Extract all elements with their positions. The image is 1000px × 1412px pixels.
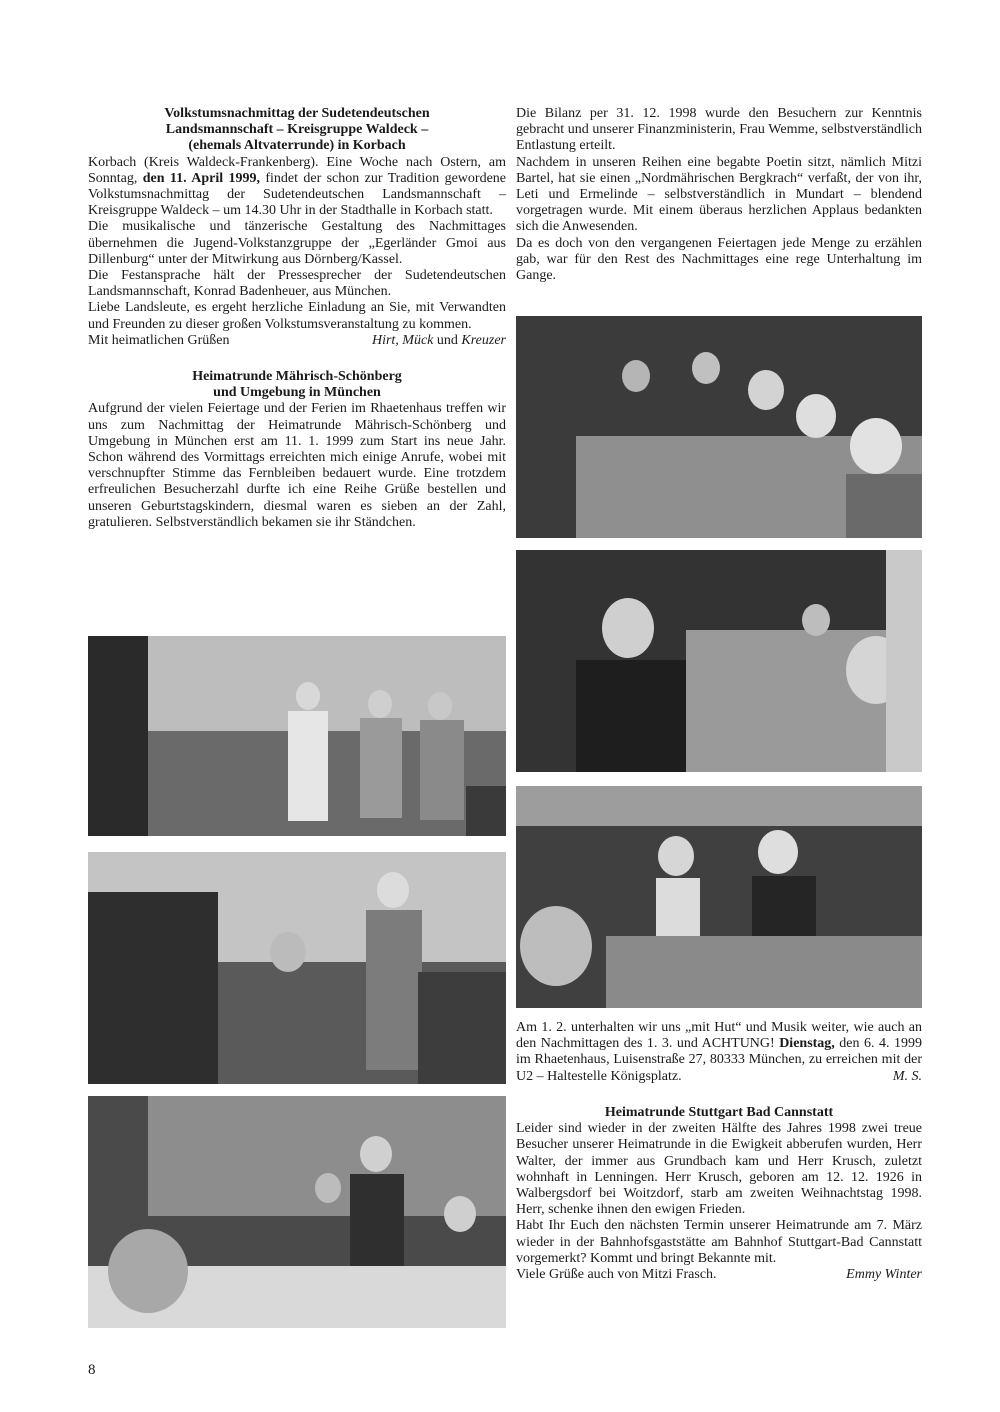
photo-woman-speaking — [88, 852, 506, 1084]
stuttgart-paragraph-2: Habt Ihr Euch den nächsten Termin unserer Heimatrunde am 7. März wieder in der Bahnhofsgaststätte am Bahnhof Stuttgart-Bad Cannstatt vorgemerkt? Kommt und bringt Bekannte mit. — [516, 1218, 922, 1266]
muenchen-paragraph-1: Aufgrund der vielen Feiertage und der Ferien im Rhaetenhaus treffen wir uns zum Nachmittag der Heimatrunde Mährisch-Schönberg und Umgebung in München erst am 11. 1. 1999 zum Start ins neue Jahr. Schon während des Vormittags erreichten mich einige Anrufe, wobei mit verschnupfter Stimme das Fernbleiben bedauert wurde. Eine trotzdem erfreulichen Besucherzahl durfte ich eine Reihe Grüße bestellen und unseren Geburtstagskindern, diesmal waren es sieben an der Zahl, gratulieren. Selbstverständlich bekamen sie ihr Ständchen. — [88, 401, 506, 530]
korbach-heading-line: Landsmannschaft – Kreisgruppe Waldeck – — [165, 122, 429, 138]
muenchen-paragraph-4: Da es doch von den vergangenen Feiertagen jede Menge zu erzählen gab, war für den Rest des Nachmittages eine rege Unterhaltung im Gange. — [516, 235, 922, 284]
stuttgart-paragraph-1: Leider sind wieder in der zweiten Hälfte des Jahres 1998 zwei treue Besucher unserer Heimatrunde in die Ewigkeit abberufen wurden, Herr Walter, der immer aus Grundbach kam und Herr Krusch, zuletzt wohnhaft in Lenningen. Herr Krusch, geboren am 12. 12. 1926 in Walbergsdorf bei Woitzdorf, starb am zweiten Weihnachtstag 1998. Herr, schenke ihnen den ewigen Frieden. — [516, 1121, 922, 1218]
muenchen-signature: M. S. — [892, 1068, 922, 1084]
stuttgart-closing: Viele Grüße auch von Mitzi Frasch. — [516, 1267, 717, 1283]
right-column-bottom — [516, 1020, 922, 1283]
korbach-date: den 11. April 1999, — [142, 170, 260, 186]
right-column-top — [516, 106, 922, 284]
stuttgart-signature: Emmy Winter — [846, 1267, 922, 1283]
muenchen-heading-line: Heimatrunde Mährisch-Schönberg — [192, 369, 402, 385]
left-column — [88, 106, 506, 531]
stuttgart-signoff — [516, 1267, 922, 1283]
korbach-heading — [88, 106, 506, 155]
muenchen-article — [88, 369, 506, 531]
korbach-article — [88, 106, 506, 349]
korbach-signoff — [88, 333, 506, 349]
korbach-paragraph-2: Die musikalische und tänzerische Gestaltung des Nachmittages übernehmen die Jugend-Volkstanzgruppe der „Egerländer Gmoi aus Dillenburg“ unter der Mitwirkung aus Dörnberg/Kassel. — [88, 219, 506, 267]
muenchen-paragraph-5: Am 1. 2. unterhalten wir uns „mit Hut“ und Musik weiter, wie auch an den Nachmittagen des 1. 3. und ACHTUNG! Dienstag, den 6. 4. 1999 im Rhaetenhaus, Luisenstraße 27, 80333 München, zu erreichen mit der U2 – Haltestelle Königsplatz. — [516, 1020, 922, 1084]
korbach-closing: Mit heimatlichen Grüßen — [88, 332, 230, 348]
korbach-heading-line: (ehemals Altvaterrunde) in Korbach — [188, 138, 406, 154]
muenchen-paragraph-3: Nachdem in unseren Reihen eine begabte Poetin sitzt, nämlich Mitzi Bartel, hat sie einen „Nordmährischen Bergkrach“ verfaßt, der von ihr, Leti und Ermelinde – selbstverständlich in Mundart – blendend vorgetragen wurde. Mit einem überaus herzlichen Applaus bedankten sich die Anwesenden. — [516, 154, 922, 235]
korbach-paragraph-4: Liebe Landsleute, es ergeht herzliche Einladung an Sie, mit Verwandten und Freunden zu dieser großen Volkstumsveranstaltung zu kommen. — [88, 300, 506, 332]
korbach-paragraph-1: Korbach (Kreis Waldeck-Frankenberg). Eine Woche nach Ostern, am Sonntag, den 11. April 1999, findet der schon zur Tradition gewordene Volkstumsnachmittag der Sudetendeutschen Landsmannschaft – Kreisgruppe Waldeck – um 14.30 Uhr in der Stadthalle in Korbach statt. — [88, 154, 506, 219]
photo-table-group-1 — [516, 316, 922, 538]
photo-table-group-3 — [516, 786, 922, 1008]
korbach-heading-line: Volkstumsnachmittag der Sudetendeutschen — [164, 106, 430, 121]
muenchen-next-date: Dienstag, — [779, 1036, 835, 1052]
photo-women-reading — [88, 636, 506, 836]
page-number: 8 — [88, 1362, 96, 1378]
stuttgart-article — [516, 1105, 922, 1283]
stuttgart-heading: Heimatrunde Stuttgart Bad Cannstatt — [604, 1105, 834, 1121]
muenchen-heading — [88, 369, 506, 401]
korbach-paragraph-3: Die Festansprache hält der Pressesprecher der Sudetendeutschen Landsmannschaft, Konrad Badenheuer, aus München. — [88, 268, 506, 300]
photo-table-group-2 — [516, 550, 922, 772]
photo-man-speaking — [88, 1096, 506, 1328]
muenchen-paragraph-2: Die Bilanz per 31. 12. 1998 wurde den Besuchern zur Kenntnis gebracht und unserer Finanzministerin, Frau Wemme, selbstverständlich Entlastung erteilt. — [516, 106, 922, 154]
muenchen-heading-line: und Umgebung in München — [213, 385, 381, 401]
korbach-signature: Hirt, Mück und Kreuzer — [371, 332, 506, 348]
